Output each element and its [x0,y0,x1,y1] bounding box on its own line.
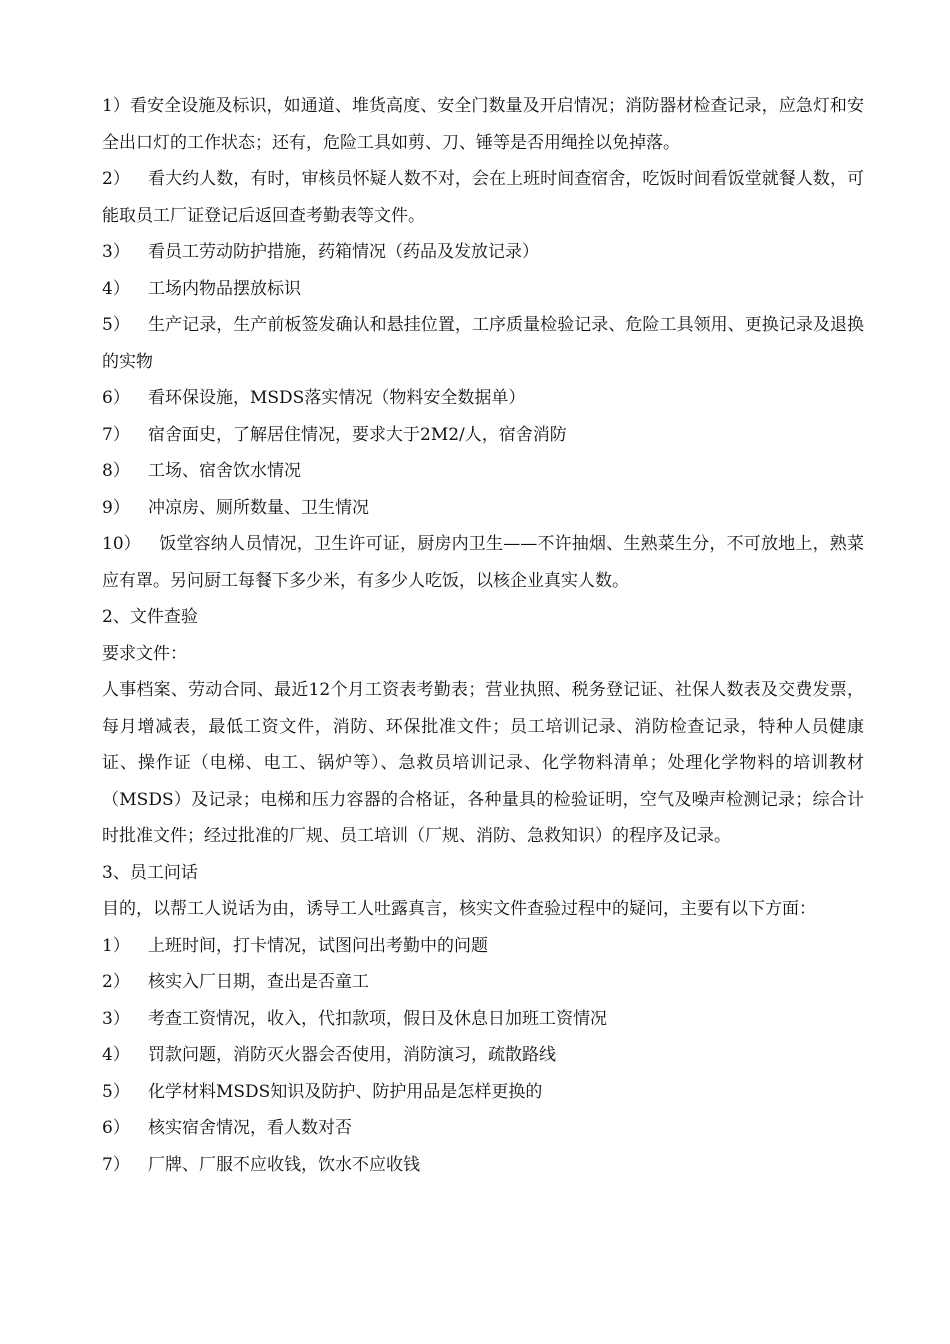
list-item-text: 考查工资情况，收入，代扣款项，假日及休息日加班工资情况 [148,1008,607,1029]
section-subheading: 要求文件： [102,643,187,664]
list-item-number: 7） [102,424,130,445]
list-item-text: 化学材料MSDS知识及防护、防护用品是怎样更换的 [148,1081,543,1102]
list-item-text: 工场、宿舍饮水情况 [148,461,301,481]
list-item-number: 9） [102,497,130,518]
list-item [102,453,864,490]
list-item-text: 宿舍面史，了解居住情况，要求大于2M2/人，宿舍消防 [148,424,567,445]
list-item-number: 8） [102,461,130,481]
list-item [102,271,864,308]
list-item-text: 核实入厂日期，查出是否童工 [148,972,369,992]
list-item-number: 2） [102,169,130,189]
section-heading: 3、员工问话 [102,862,198,883]
list-item-text: 看大约人数，有时，审核员怀疑人数不对，会在上班时间查宿舍，吃饭时间看饭堂就餐人数，可能取员工厂证登记后返回查考勤表等文件。 [102,169,864,226]
section-heading: 2、文件查验 [102,607,198,627]
list-item-text: 厂牌、厂服不应收钱，饮水不应收钱 [148,1154,420,1175]
list-item [102,1074,864,1111]
list-item-text: 上班时间，打卡情况，试图问出考勤中的问题 [148,935,488,956]
list-item [102,234,864,271]
list-item [102,88,864,161]
list-item-number: 7） [102,1154,130,1175]
list-item-number: 5） [102,1081,130,1102]
list-item [102,1037,864,1074]
list-item [102,490,864,527]
list-item [102,307,864,380]
list-item-text: 饭堂容纳人员情况，卫生许可证，厨房内卫生——不许抽烟、生熟菜生分，不可放地上，熟菜应有罩。另问厨工每餐下多少米，有多少人吃饭，以核企业真实人数。 [102,534,864,591]
list-item-number: 1） [102,935,130,956]
list-item-number: 6） [102,1118,130,1138]
list-item-text: 看员工劳动防护措施，药箱情况（药品及发放记录） [148,242,539,262]
list-item-number: 3） [102,1008,130,1029]
list-item [102,1110,864,1147]
document-page [102,88,864,1183]
list-item [102,1147,864,1184]
list-item-number: 6） [102,388,130,408]
list-item [102,1001,864,1038]
list-item-text: 核实宿舍情况，看人数对否 [148,1118,352,1138]
list-item-text: 生产记录，生产前板签发确认和悬挂位置，工序质量检验记录、危险工具领用、更换记录及退换的实物 [102,315,864,372]
list-item [102,928,864,965]
section-intro: 目的，以帮工人说话为由，诱导工人吐露真言，核实文件查验过程中的疑问，主要有以下方面： [102,899,816,919]
list-item-text: 看环保设施，MSDS落实情况（物料安全数据单） [148,388,526,408]
list-item-number: 4） [102,1045,130,1065]
list-item-text: 罚款问题，消防灭火器会否使用，消防演习，疏散路线 [148,1045,556,1065]
list-item [102,964,864,1001]
list-item-number: 3） [102,242,130,262]
list-item [102,380,864,417]
list-item-number: 5） [102,315,130,335]
list-item-number: 1） [102,96,130,116]
list-item-number: 2） [102,972,130,992]
list-item [102,526,864,599]
list-item [102,161,864,234]
section-body: 人事档案、劳动合同、最近12个月工资表考勤表；营业执照、税务登记证、社保人数表及交费发票，每月增减表，最低工资文件，消防、环保批准文件；员工培训记录、消防检查记录，特种人员健康证、操作证（电梯、电工、锅炉等）、急救员培训记录、化学物料清单；处理化学物料的培训教材（MSDS）及记录；电梯和压力容器的合格证，各种量具的检验证明，空气及噪声检测记录；综合计时批准文件；经过批准的厂规、员工培训（厂规、消防、急救知识）的程序及记录。 [102,680,864,846]
list-item-number: 10） [102,534,141,554]
list-item [102,417,864,454]
list-item-number: 4） [102,278,130,299]
list-item-text: 看安全设施及标识，如通道、堆货高度、安全门数量及开启情况；消防器材检查记录，应急灯和安全出口灯的工作状态；还有，危险工具如剪、刀、锤等是否用绳拴以免掉落。 [102,96,864,153]
list-item-text: 冲凉房、厕所数量、卫生情况 [148,497,369,518]
list-item-text: 工场内物品摆放标识 [148,278,301,299]
